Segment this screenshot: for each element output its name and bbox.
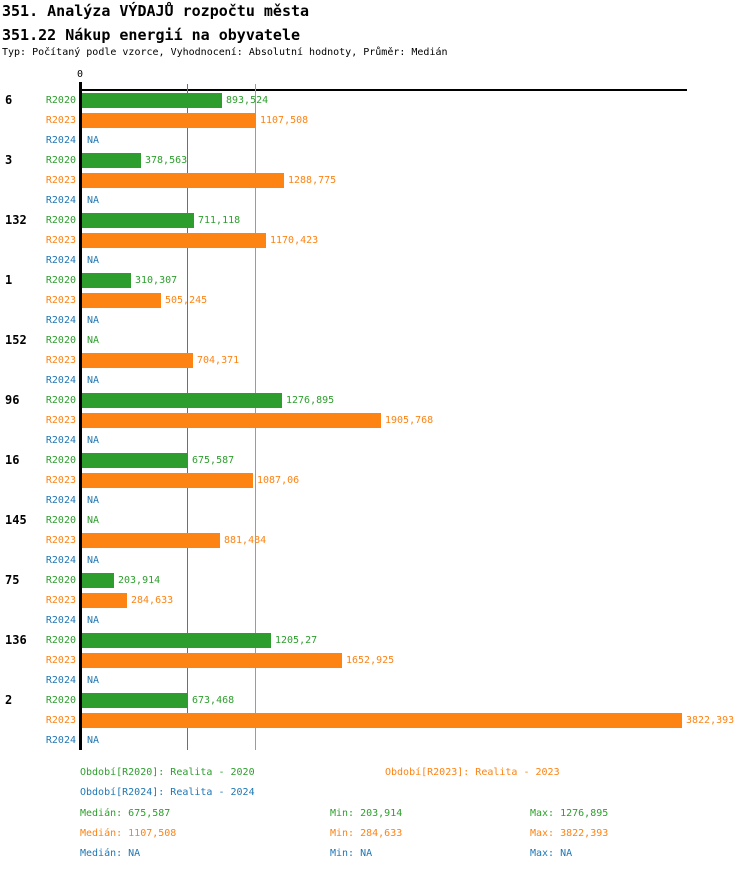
bar-r2023 xyxy=(82,413,381,428)
na-value-r2024: NA xyxy=(87,435,100,446)
bar-value-r2020: 1205,27 xyxy=(275,635,318,646)
bar-r2023 xyxy=(82,653,342,668)
legend-item-r2024: Období[R2024]: Realita - 2024 xyxy=(80,787,255,798)
series-label-r2023: R2023 xyxy=(45,295,76,306)
na-value-r2024: NA xyxy=(87,255,100,266)
series-label-r2023: R2023 xyxy=(45,355,76,366)
stat-min-r2020: Min: 203,914 xyxy=(330,808,403,819)
bar-value-r2020: 675,587 xyxy=(192,455,235,466)
bar-r2023 xyxy=(82,353,193,368)
bar-value-r2023: 1107,508 xyxy=(260,115,309,126)
bar-r2020 xyxy=(82,693,188,708)
bar-value-r2023: 1652,925 xyxy=(346,655,395,666)
y-axis-line xyxy=(79,82,82,750)
na-value-r2024: NA xyxy=(87,735,100,746)
series-label-r2023: R2023 xyxy=(45,655,76,666)
bar-r2023 xyxy=(82,473,253,488)
stat-max-r2023: Max: 3822,393 xyxy=(530,828,609,839)
stat-max-r2024: Max: NA xyxy=(530,848,573,859)
series-label-r2020: R2020 xyxy=(45,635,76,646)
na-value-r2024: NA xyxy=(87,495,100,506)
bar-value-r2020: 378,563 xyxy=(145,155,188,166)
bar-r2020 xyxy=(82,453,188,468)
bar-r2023 xyxy=(82,293,161,308)
series-label-r2024: R2024 xyxy=(45,555,76,566)
stat-min-r2023: Min: 284,633 xyxy=(330,828,403,839)
group-label: 136 xyxy=(5,633,27,647)
bar-value-r2020: 673,468 xyxy=(192,695,235,706)
bar-value-r2023: 1170,423 xyxy=(270,235,319,246)
series-label-r2020: R2020 xyxy=(45,155,76,166)
na-value-r2020: NA xyxy=(87,515,100,526)
na-value-r2024: NA xyxy=(87,135,100,146)
stat-median-r2023: Medián: 1107,508 xyxy=(80,828,177,839)
series-label-r2020: R2020 xyxy=(45,395,76,406)
bar-value-r2023: 1087,06 xyxy=(257,475,300,486)
na-value-r2024: NA xyxy=(87,675,100,686)
na-value-r2024: NA xyxy=(87,315,100,326)
bar-r2020 xyxy=(82,93,222,108)
na-value-r2024: NA xyxy=(87,195,100,206)
series-label-r2024: R2024 xyxy=(45,315,76,326)
bar-r2023 xyxy=(82,533,220,548)
series-label-r2023: R2023 xyxy=(45,535,76,546)
group-label: 145 xyxy=(5,513,27,527)
series-label-r2024: R2024 xyxy=(45,135,76,146)
group-label: 16 xyxy=(5,453,20,467)
stat-max-r2020: Max: 1276,895 xyxy=(530,808,609,819)
page-subtitle: 351.22 Nákup energií na obyvatele xyxy=(2,26,301,44)
series-label-r2024: R2024 xyxy=(45,615,76,626)
bar-value-r2023: 1288,775 xyxy=(288,175,337,186)
series-label-r2023: R2023 xyxy=(45,175,76,186)
legend-item-r2023: Období[R2023]: Realita - 2023 xyxy=(385,767,560,778)
bar-value-r2023: 704,371 xyxy=(197,355,240,366)
series-label-r2020: R2020 xyxy=(45,575,76,586)
na-value-r2024: NA xyxy=(87,555,100,566)
bar-value-r2023: 3822,393 xyxy=(686,715,735,726)
series-label-r2024: R2024 xyxy=(45,195,76,206)
bar-r2023 xyxy=(82,713,682,728)
group-label: 152 xyxy=(5,333,27,347)
na-value-r2020: NA xyxy=(87,335,100,346)
series-label-r2024: R2024 xyxy=(45,255,76,266)
bar-r2020 xyxy=(82,153,141,168)
bar-value-r2020: 1276,895 xyxy=(286,395,335,406)
group-label: 3 xyxy=(5,153,13,167)
bar-value-r2020: 203,914 xyxy=(118,575,161,586)
axis-zero-label: 0 xyxy=(76,69,84,80)
bar-r2020 xyxy=(82,633,271,648)
series-label-r2023: R2023 xyxy=(45,715,76,726)
bar-r2020 xyxy=(82,213,194,228)
bar-r2023 xyxy=(82,113,256,128)
bar-value-r2020: 310,307 xyxy=(135,275,178,286)
na-value-r2024: NA xyxy=(87,375,100,386)
series-label-r2024: R2024 xyxy=(45,495,76,506)
bar-r2020 xyxy=(82,273,131,288)
bar-value-r2023: 881,484 xyxy=(224,535,267,546)
stat-min-r2024: Min: NA xyxy=(330,848,373,859)
series-label-r2024: R2024 xyxy=(45,375,76,386)
group-label: 132 xyxy=(5,213,27,227)
bar-value-r2023: 284,633 xyxy=(131,595,174,606)
series-label-r2024: R2024 xyxy=(45,735,76,746)
series-label-r2020: R2020 xyxy=(45,695,76,706)
group-label: 96 xyxy=(5,393,20,407)
bar-r2023 xyxy=(82,173,284,188)
chart-meta: Typ: Počítaný podle vzorce, Vyhodnocení: Absolutní hodnoty, Průměr: Medián xyxy=(2,47,448,58)
bar-value-r2023: 1905,768 xyxy=(385,415,434,426)
series-label-r2020: R2020 xyxy=(45,515,76,526)
series-label-r2020: R2020 xyxy=(45,275,76,286)
na-value-r2024: NA xyxy=(87,615,100,626)
stat-median-r2024: Medián: NA xyxy=(80,848,141,859)
bar-r2023 xyxy=(82,233,266,248)
series-label-r2023: R2023 xyxy=(45,475,76,486)
series-label-r2023: R2023 xyxy=(45,115,76,126)
series-label-r2020: R2020 xyxy=(45,335,76,346)
series-label-r2020: R2020 xyxy=(45,455,76,466)
series-label-r2024: R2024 xyxy=(45,435,76,446)
series-label-r2023: R2023 xyxy=(45,595,76,606)
series-label-r2020: R2020 xyxy=(45,215,76,226)
bar-r2023 xyxy=(82,593,127,608)
page-title: 351. Analýza VÝDAJŮ rozpočtu města xyxy=(2,2,310,20)
group-label: 6 xyxy=(5,93,13,107)
bar-r2020 xyxy=(82,573,114,588)
bar-value-r2023: 505,245 xyxy=(165,295,208,306)
bar-r2020 xyxy=(82,393,282,408)
bar-value-r2020: 893,524 xyxy=(226,95,269,106)
series-label-r2024: R2024 xyxy=(45,675,76,686)
series-label-r2023: R2023 xyxy=(45,235,76,246)
x-axis-line xyxy=(80,89,687,91)
group-label: 75 xyxy=(5,573,20,587)
legend-item-r2020: Období[R2020]: Realita - 2020 xyxy=(80,767,255,778)
group-label: 1 xyxy=(5,273,13,287)
bar-value-r2020: 711,118 xyxy=(198,215,241,226)
series-label-r2020: R2020 xyxy=(45,95,76,106)
stat-median-r2020: Medián: 675,587 xyxy=(80,808,171,819)
group-label: 2 xyxy=(5,693,13,707)
series-label-r2023: R2023 xyxy=(45,415,76,426)
